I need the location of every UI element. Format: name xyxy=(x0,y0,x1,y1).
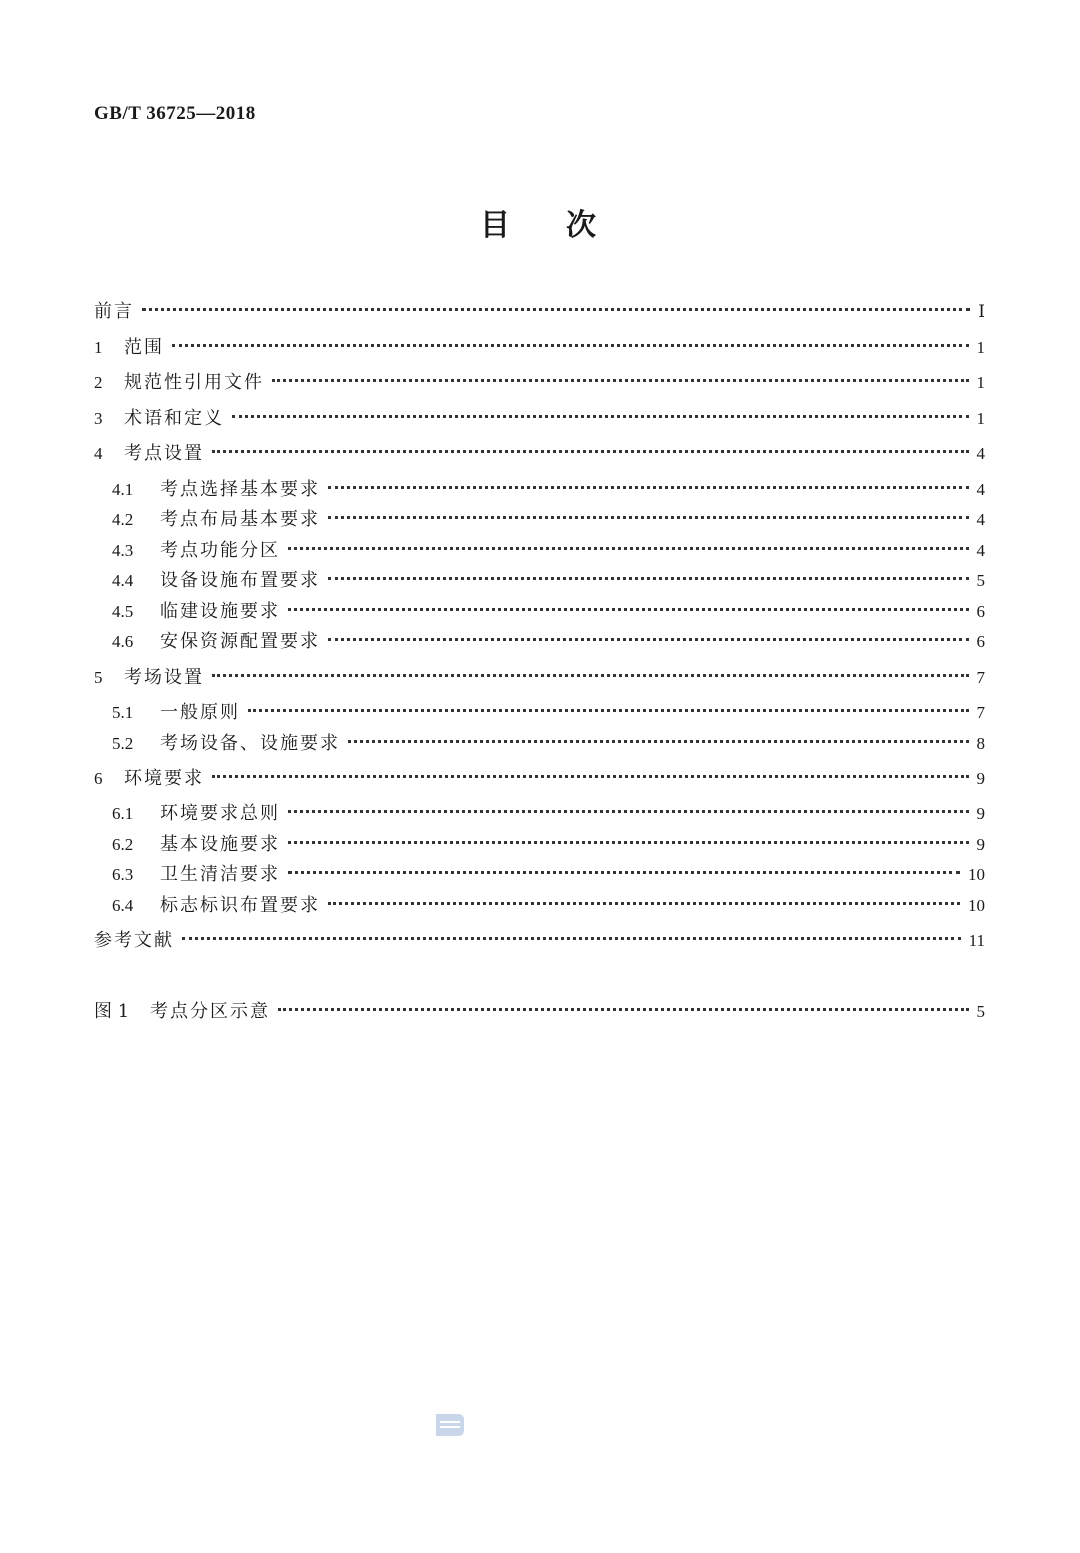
toc-entry-number: 5.1 xyxy=(112,703,134,722)
toc-entry-page: 4 xyxy=(976,444,985,463)
toc-entry-page: 4 xyxy=(976,480,985,499)
toc-entry-number: 4.4 xyxy=(112,571,134,590)
leader-dots xyxy=(288,608,969,611)
toc-entry-label: 考场设置 xyxy=(124,667,204,688)
toc-entry-page: 1 xyxy=(976,338,985,357)
toc-entry-number: 6.2 xyxy=(112,835,134,854)
toc-entry-page: 5 xyxy=(976,571,985,590)
toc-entry-4-3[interactable] xyxy=(112,539,985,563)
toc-entry-page: 11 xyxy=(968,931,985,950)
toc-entry-number: 6.4 xyxy=(112,896,134,915)
toc-entry-references[interactable] xyxy=(94,929,985,953)
leader-dots xyxy=(328,638,969,641)
toc-title: 目次 xyxy=(480,208,652,243)
toc-entry-1[interactable] xyxy=(94,336,985,360)
toc-entry-number: 4.5 xyxy=(112,602,134,621)
toc-entry-label: 基本设施要求 xyxy=(160,834,280,855)
leader-dots xyxy=(272,379,969,382)
toc-entry-5-1[interactable] xyxy=(112,701,985,725)
leader-dots xyxy=(348,740,969,743)
toc-entry-number: 4.1 xyxy=(112,480,134,499)
toc-entry-6-2[interactable] xyxy=(112,833,985,857)
leader-dots xyxy=(328,516,969,519)
toc-entry-number: 1 xyxy=(94,338,103,357)
toc-entry-label: 考点选择基本要求 xyxy=(160,479,320,500)
toc-entry-label: 参考文献 xyxy=(94,930,174,951)
toc-entry-page: 6 xyxy=(976,602,985,621)
leader-dots xyxy=(328,486,969,489)
toc-entry-page: 9 xyxy=(976,769,985,788)
toc-entry-page: 7 xyxy=(976,668,985,687)
toc-entry-label: 规范性引用文件 xyxy=(124,372,264,393)
leader-dots xyxy=(212,775,969,778)
figure-label: 考点分区示意 xyxy=(150,1001,270,1022)
toc-entry-label: 考场设备、设施要求 xyxy=(160,733,340,754)
toc-entry-6-1[interactable] xyxy=(112,802,985,826)
toc-entry-page: 10 xyxy=(968,896,985,915)
toc-entry-label: 环境要求总则 xyxy=(160,803,280,824)
toc-entry-number: 3 xyxy=(94,409,103,428)
toc-entry-5-2[interactable] xyxy=(112,732,985,756)
leader-dots xyxy=(288,871,960,874)
leader-dots xyxy=(288,841,969,844)
toc-entry-4-4[interactable] xyxy=(112,569,985,593)
toc-entry-number: 6 xyxy=(94,769,103,788)
toc-entry-6-3[interactable] xyxy=(112,863,985,887)
toc-entry-page: 4 xyxy=(976,541,985,560)
toc-entry-6-4[interactable] xyxy=(112,894,985,918)
toc-entry-label: 考点设置 xyxy=(124,443,204,464)
toc-entry-page: 6 xyxy=(976,632,985,651)
toc-entry-page: 1 xyxy=(976,373,985,392)
toc-entry-page: 8 xyxy=(976,734,985,753)
toc-entry-4-6[interactable] xyxy=(112,630,985,654)
leader-dots xyxy=(328,902,960,905)
toc-entry-number: 4 xyxy=(94,444,103,463)
toc-entry-page: 1 xyxy=(976,409,985,428)
leader-dots xyxy=(278,1008,969,1011)
leader-dots xyxy=(328,577,969,580)
toc-entry-number: 2 xyxy=(94,373,103,392)
toc-entry-label: 标志标识布置要求 xyxy=(160,895,320,916)
figure-number: 图 1 xyxy=(94,1001,130,1022)
toc-entry-number: 4.3 xyxy=(112,541,134,560)
toc-entry-label: 考点布局基本要求 xyxy=(160,509,320,530)
toc-entry-4-1[interactable] xyxy=(112,478,985,502)
toc-entry-number: 5 xyxy=(94,668,103,687)
toc-entry-page: 9 xyxy=(976,835,985,854)
toc-entry-6[interactable] xyxy=(94,767,985,791)
toc-entry-4-5[interactable] xyxy=(112,600,985,624)
toc-entry-label: 安保资源配置要求 xyxy=(160,631,320,652)
toc-entry-label: 临建设施要求 xyxy=(160,601,280,622)
toc-entry-number: 6.3 xyxy=(112,865,134,884)
toc-entry-2[interactable] xyxy=(94,371,985,395)
toc-entry-number: 5.2 xyxy=(112,734,134,753)
toc-entry-3[interactable] xyxy=(94,407,985,431)
toc-entry-5[interactable] xyxy=(94,666,985,690)
figure-entry-1[interactable] xyxy=(94,1000,985,1024)
toc-entry-4-2[interactable] xyxy=(112,508,985,532)
toc-entry-number: 6.1 xyxy=(112,804,134,823)
standard-code: GB/T 36725—2018 xyxy=(94,103,256,124)
toc-entry-label: 考点功能分区 xyxy=(160,540,280,561)
leader-dots xyxy=(172,344,969,347)
leader-dots xyxy=(212,450,969,453)
toc-entry-4[interactable] xyxy=(94,442,985,466)
toc-entry-page: 4 xyxy=(976,510,985,529)
toc-entry-label: 前言 xyxy=(94,301,134,322)
leader-dots xyxy=(288,547,969,550)
toc-entry-label: 术语和定义 xyxy=(124,408,224,429)
toc-entry-number: 4.6 xyxy=(112,632,134,651)
publisher-logo-icon xyxy=(434,1410,466,1440)
leader-dots xyxy=(182,937,961,940)
toc-entry-label: 范围 xyxy=(124,337,164,358)
leader-dots xyxy=(232,415,969,418)
toc-entry-page: 7 xyxy=(976,703,985,722)
toc-entry-preface[interactable] xyxy=(94,300,985,324)
toc-entry-label: 环境要求 xyxy=(124,768,204,789)
leader-dots xyxy=(248,709,969,712)
toc-entry-page: Ⅰ xyxy=(978,302,985,321)
figure-page: 5 xyxy=(976,1002,985,1021)
toc-entry-label: 一般原则 xyxy=(160,702,240,723)
leader-dots xyxy=(288,810,969,813)
toc-entry-label: 设备设施布置要求 xyxy=(160,570,320,591)
toc-entry-number: 4.2 xyxy=(112,510,134,529)
leader-dots xyxy=(212,674,969,677)
toc-entry-label: 卫生清洁要求 xyxy=(160,864,280,885)
toc-entry-page: 9 xyxy=(976,804,985,823)
leader-dots xyxy=(142,308,970,311)
toc-entry-page: 10 xyxy=(968,865,985,884)
